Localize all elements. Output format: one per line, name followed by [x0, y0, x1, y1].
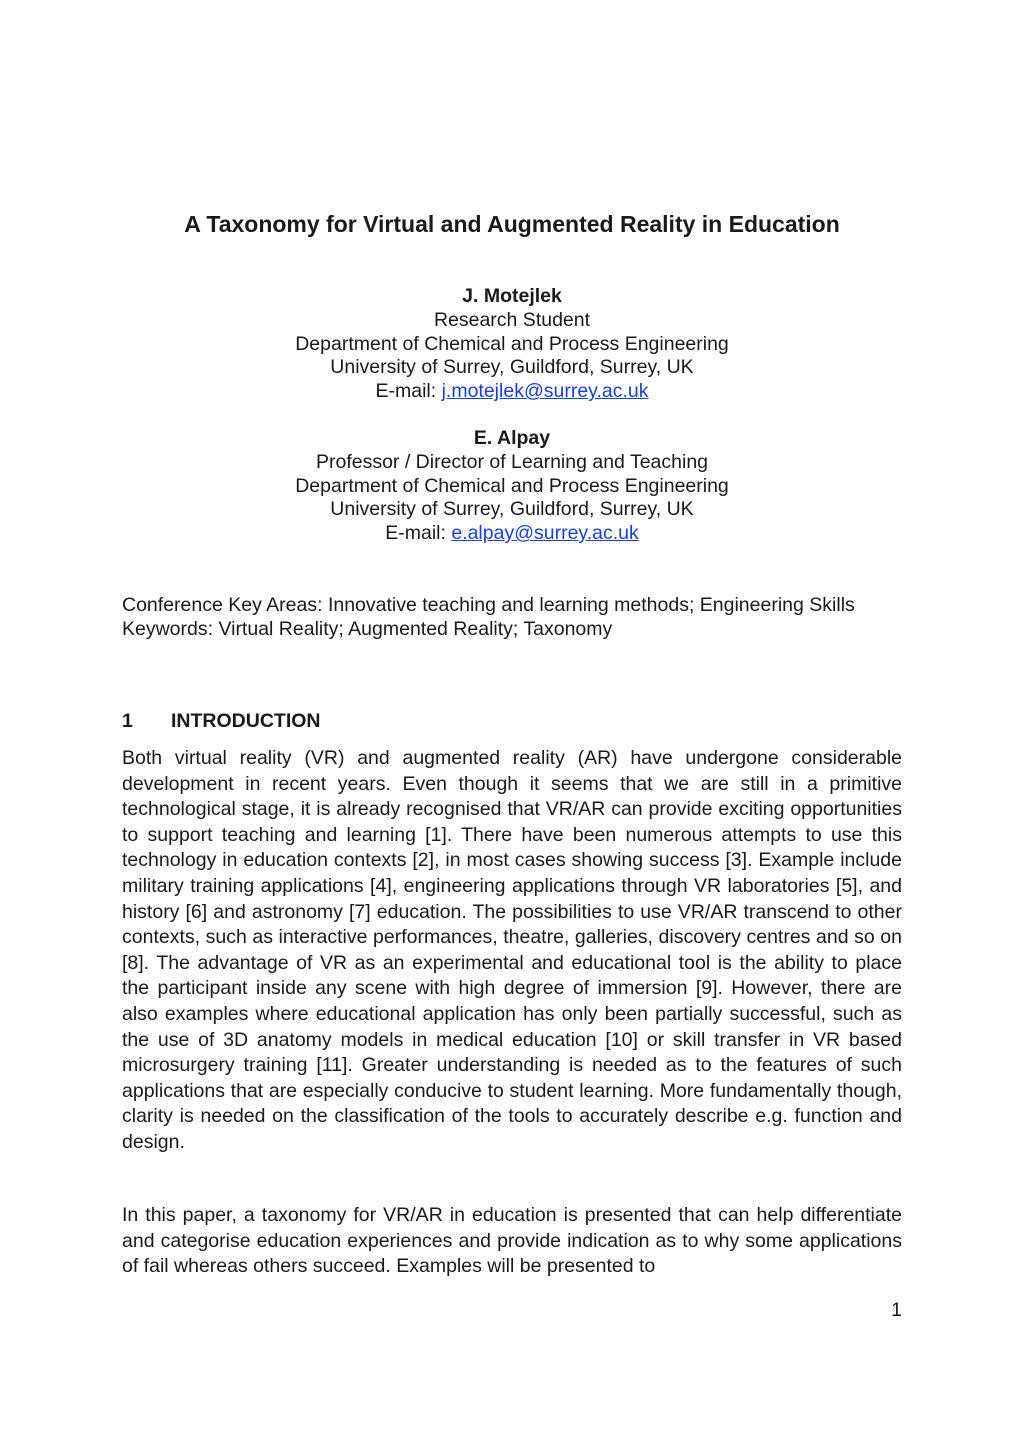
author-name: J. Motejlek	[462, 285, 562, 307]
email-link[interactable]: j.motejlek@surrey.ac.uk	[441, 380, 649, 403]
body-paragraph: Both virtual reality (VR) and augmented reality (AR) have undergone considerable development in recent years. Even though it seems that we are still in a primitive technological stage, it is already recognised that VR/AR can provide exciting opportunities to support teaching and learning [1]. There have been numerous attempts to use this technology in education contexts [2], in most cases showing success [3]. Example include military training applications [4], engineering applications through VR laboratories [5], and history [6] and astronomy [7] education. The possibilities to use VR/AR transcend to other contexts, such as interactive performances, theatre, galleries, discovery centres and so on [8]. The advantage of VR as an experimental and educational tool is the ability to place the participant inside any scene with high degree of immersion [9]. However, there are also examples where educational application has only been partially successful, such as the use of 3D anatomy models in medical education [10] or skill transfer in VR based microsurgery training [11]. Greater understanding is needed as to the features of such applications that are especially conducive to student learning. More fundamentally though, clarity is needed on the classification of the tools to accurately describe e.g. function and design.	[122, 747, 902, 1153]
keywords: Keywords: Virtual Reality; Augmented Reality; Taxonomy	[122, 618, 613, 640]
page-number: 1	[891, 1299, 902, 1321]
section-title: INTRODUCTION	[171, 710, 321, 732]
conference-key-areas: Conference Key Areas: Innovative teaching and learning methods; Engineering Skills	[122, 594, 855, 616]
paper-title: A Taxonomy for Virtual and Augmented Reality in Education	[184, 211, 840, 237]
author-block-alpay	[0, 427, 1024, 546]
author-name: E. Alpay	[473, 427, 551, 449]
author-block-motejlek	[0, 285, 1024, 404]
body-paragraph: In this paper, a taxonomy for VR/AR in education is presented that can help differentiate and categorise education experiences and provide indication as to why some applications of fail whereas others succeed. Examples will be presented to	[122, 1204, 902, 1278]
author-email-line	[0, 380, 1024, 404]
author-department: Department of Chemical and Process Engineering	[295, 474, 729, 497]
email-link[interactable]: e.alpay@surrey.ac.uk	[451, 522, 639, 545]
author-email-line	[0, 522, 1024, 546]
paper-metadata	[122, 593, 912, 641]
email-label: E-mail:	[385, 522, 446, 545]
author-institution: University of Surrey, Guildford, Surrey, UK	[330, 356, 694, 379]
section-heading	[122, 709, 321, 733]
author-role: Professor / Director of Learning and Teaching	[315, 450, 709, 473]
section-number: 1	[122, 710, 133, 732]
author-role: Research Student	[433, 308, 591, 331]
author-department: Department of Chemical and Process Engineering	[295, 332, 729, 355]
author-institution: University of Surrey, Guildford, Surrey, UK	[330, 498, 694, 521]
email-label: E-mail:	[375, 380, 437, 403]
